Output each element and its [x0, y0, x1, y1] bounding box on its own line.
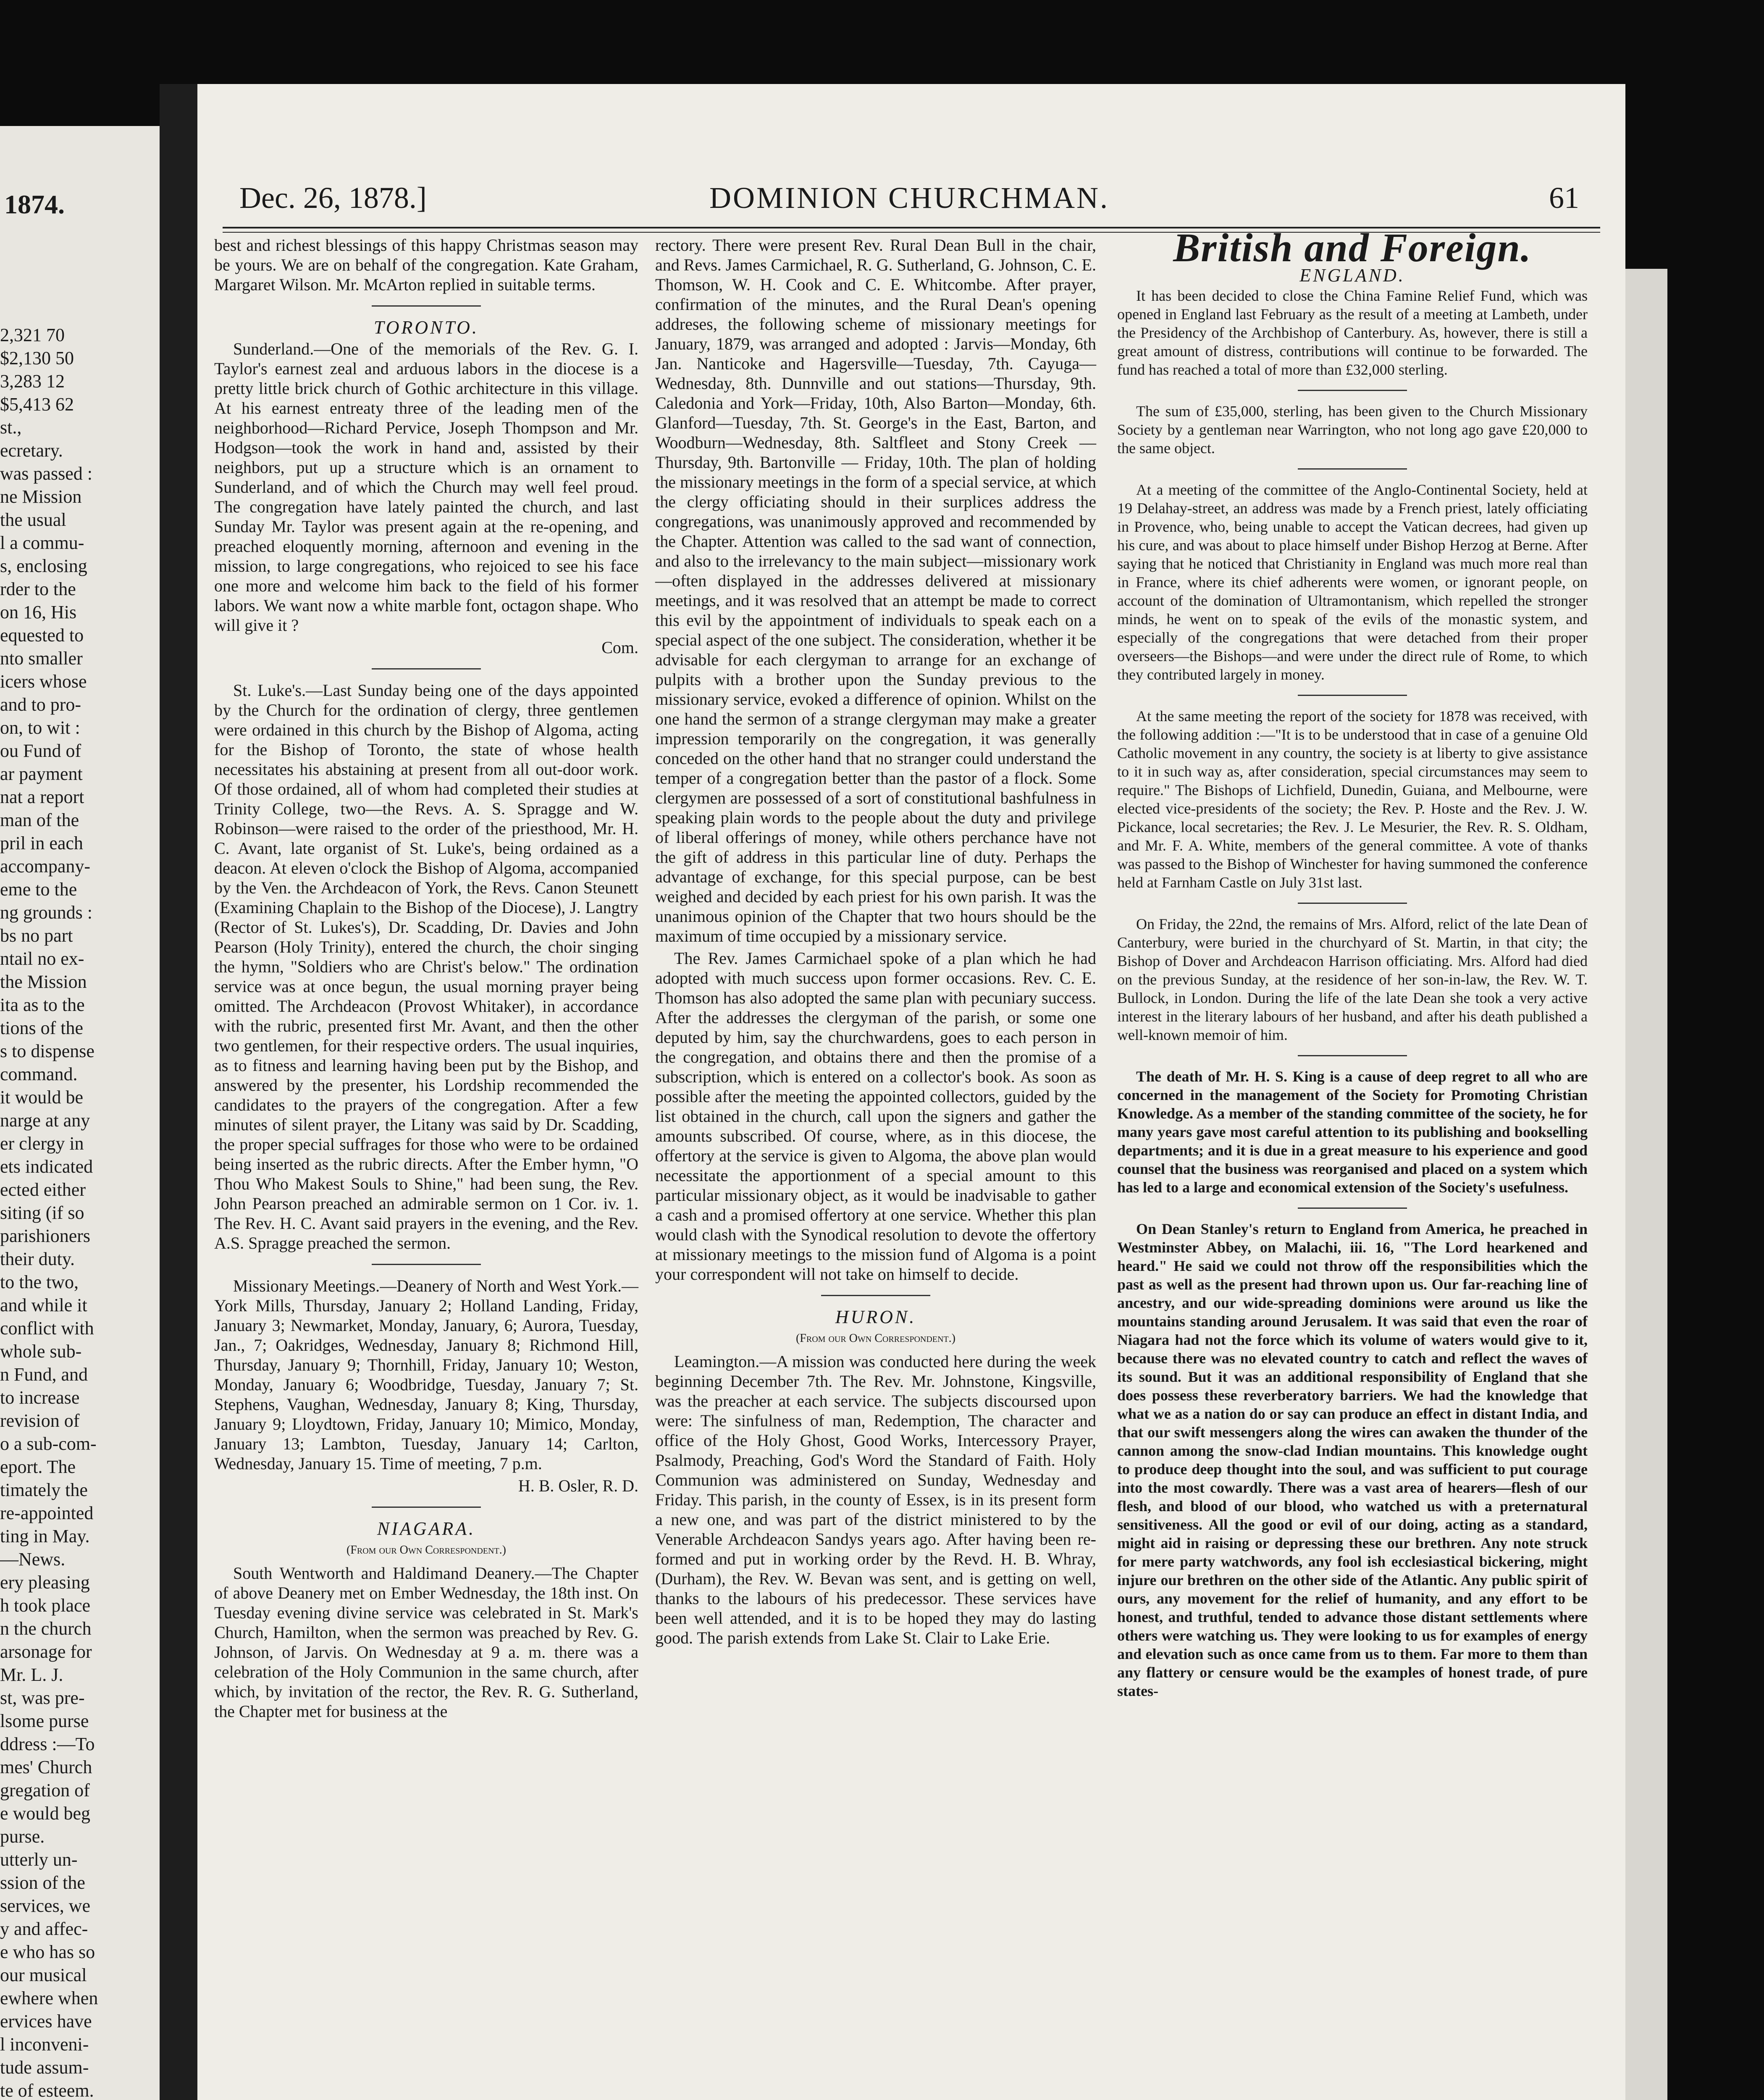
previous-page-line: st.,: [0, 417, 22, 438]
previous-page-line: s to dispense: [0, 1041, 94, 1061]
article-sunderland: Sunderland.—One of the memorials of the Rev. G. I. Taylor's earnest zeal and arduous labors in the diocese is a pretty little brick church of Gothic architecture in this village. At his earnest entreaty three of the leading men of the neighborhood—Richard Pervice, Joseph Thompson and Mr. Hodgson—took the work in hand and, assisted by their neighbors, put up a structure which is an ornament to Sunderland, and of which the Church may well feel proud. The congregation have lately painted the church, and last Sunday Mr. Taylor was present again at the re-opening, and preached eloquently morning, afternoon and evening in the mission, to large congregations, who rejoiced to see his face one more and welcome him back to the field of his former labors. We want now a white marble font, octagon shape. Who will give it ?: [214, 339, 638, 635]
previous-page-line: ting in May.: [0, 1526, 90, 1546]
previous-page-line: the usual: [0, 509, 66, 530]
previous-page-line: ar payment: [0, 764, 83, 784]
separator: [821, 1295, 930, 1296]
previous-page-line: l inconveni-: [0, 2034, 89, 2055]
separator: [1298, 1208, 1407, 1209]
previous-page-line: ected either: [0, 1179, 86, 1200]
separator: [372, 1507, 481, 1508]
separator: [1298, 695, 1407, 696]
previous-page-line: ery pleasing: [0, 1572, 90, 1593]
previous-page-line: parishioners: [0, 1226, 91, 1246]
previous-page-line: ddress :—To: [0, 1734, 95, 1754]
previous-page-line: purse.: [0, 1826, 45, 1847]
page-edge: [1625, 269, 1667, 2100]
previous-page-line: tions of the: [0, 1018, 83, 1038]
previous-page-line: ets indicated: [0, 1156, 93, 1177]
separator: [1298, 468, 1407, 470]
separator: [372, 668, 481, 669]
previous-page-line: —News.: [0, 1549, 66, 1570]
previous-page-line: it would be: [0, 1087, 83, 1108]
previous-page-line: Mr. L. J.: [0, 1664, 63, 1685]
separator: [1298, 903, 1407, 904]
previous-page-line: eport. The: [0, 1457, 76, 1477]
previous-page-line: whole sub-: [0, 1341, 82, 1362]
previous-page-line: e who has so: [0, 1942, 95, 1962]
previous-page-line: ntail no ex-: [0, 948, 84, 969]
separator: [372, 1264, 481, 1265]
column-1: [214, 235, 638, 1724]
previous-page-line: eme to the: [0, 879, 77, 900]
previous-page-line: rder to the: [0, 579, 76, 599]
previous-page-line: ssion of the: [0, 1872, 85, 1893]
previous-page-line: tude assum-: [0, 2057, 89, 2078]
previous-page-line: gregation of: [0, 1780, 90, 1801]
article-st-lukes: St. Luke's.—Last Sunday being one of the days appointed by the Church for the ordination of clergy, three gentlemen were ordained in this church by the Bishop of Algoma, acting for the Bishop of Toronto, the state of whose health necessitates his abstaining at present from all out-door work. Of those ordained, all of whom had completed their studies at Trinity College, two—the Revs. A. S. Spragge and W. Robinson—were raised to the order of the priesthood, Mr. H. C. Avant, late organist of St. Luke's, being ordained as a deacon. At eleven o'clock the Bishop of Algoma, accompanied by the Ven. the Archdeacon of York, the Revs. Canon Steunett (Examining Chaplain to the Bishop of the Diocese), J. Langtry (Rector of St. Lukes's), Dr. Scadding, Dr. Davies and John Pearson (Holy Trinity), entered the church, the choir singing the hymn, "Soldiers who are Christ's below." The ordination service was at once begun, the usual morning prayer being omitted. The Archdeacon (Provost Whitaker), in accordance with the rubric, presented first Mr. Avant, and then the other two gentlemen, for their respective orders. The usual inquiries, as to fitness and learning having been put by the Bishop, and answered by the presenter, his Lordship recommended the candidates to the prayers of the congregation. After a few minutes of silent prayer, the Litany was said by Dr. Scadding, the proper special suffrages for those who were to be ordained being inserted as the rubric directs. After the Ember hymn, "O Thou Who Makest Souls to Shine," had been sung, the Rev. John Pearson preached an admirable sermon on 1 Cor. iv. 1. The Rev. H. C. Avant said prayers in the evening, and the Rev. A.S. Spragge preached the sermon.: [214, 681, 638, 1252]
previous-page-runner: 1874.: [4, 189, 65, 219]
previous-page-line: arsonage for: [0, 1641, 92, 1662]
previous-page-fragment: [0, 126, 160, 2100]
separator: [1298, 390, 1407, 391]
previous-page-line: bs no part: [0, 925, 73, 946]
previous-page-line: 2,321 70: [0, 325, 65, 345]
previous-page-line: and to pro-: [0, 694, 81, 715]
section-heading-england: ENGLAND.: [1299, 265, 1405, 286]
previous-page-line: on 16, His: [0, 602, 77, 622]
section-heading-niagara: NIAGARA.: [377, 1518, 476, 1539]
article-leamington: Leamington.—A mission was conducted here during the week beginning December 7th. The Rev. Mr. Johnstone, Kingsville, was the preacher at each service. The subjects discoursed upon were: The sinfulness of man, Redemption, The character and office of the Holy Ghost, Good Works, Intercessory Prayer, Psalmody, Preaching, God's Word the Standard of Faith. Holy Communion was administered on Sunday, Wednesday and Friday. This parish, in the county of Essex, is in its present form a new one, and was part of the district ministered to by the Venerable Archdeacon Sandys years ago. After having been re-formed and put in working order by the Revd. H. B. Whray, (Durham), the Rev. W. Bevan was sent, and is getting on well, thanks to the labours of his predecessor. These services have been well attended, and it is to be hoped they may do lasting good. The parish extends from Lake St. Clair to Lake Erie.: [655, 1352, 1096, 1647]
previous-page-lines: [0, 323, 155, 2100]
newspaper-page: [197, 84, 1625, 2100]
header-date: Dec. 26, 1878.]: [239, 181, 427, 215]
column-2: [655, 235, 1096, 1650]
previous-page-line: siting (if so: [0, 1202, 84, 1223]
previous-page-line: ervices have: [0, 2011, 92, 2032]
previous-page-line: conflict with: [0, 1318, 94, 1339]
previous-page-line: icers whose: [0, 671, 87, 692]
previous-page-line: $5,413 62: [0, 394, 74, 415]
previous-page-line: and while it: [0, 1295, 87, 1315]
running-header: [239, 181, 1579, 227]
previous-page-line: our musical: [0, 1965, 87, 1985]
article-rectory: rectory. There were present Rev. Rural Dean Bull in the chair, and Revs. James Carmichael, R. G. Sutherland, G. Johnson, C. E. Thomson, W. H. Cook and C. E. Whitcombe. After prayer, confirmation of the minutes, and the Rural Dean's opening addreses, the following scheme of missionary meetings for January, 1879, was arranged and adopted : Jarvis—Monday, 6th Jan. Nanticoke and Hagersville—Tuesday, 7th. Cayuga—Wednesday, 8th. Dunnville and out stations—Thursday, 9th. Caledonia and York—Friday, 10th, Also Barton—Monday, 6th. Glanford—Tuesday, 7th. St. George's in the East, Barton, and Woodburn—Wednesday, 8th. Saltfleet and Stony Creek — Thursday, 9th. Bartonville — Friday, 10th. The plan of holding the missionary meetings in the form of a special service, at which the clergy officiating should in their surplices address the congregations, was unanimously approved and recommended by the Chapter. Attention was called to the sad want of connection, and also to the irrelevancy to the main subject—missionary work—often displayed in the addresses delivered at missionary meetings, and it was resolved that an attempt be made to correct this evil by the appointment of individuals to speak each on a special aspect of the one subject. The consideration, whether it be advisable for each clergyman to arrange for an exchange of pulpits with a brother upon the Sunday previous to the missionary service, evoked a difference of opinion. Whilst on the one hand the sermon of a strange clergyman may make a greater impression temporarily on the congregation, it was generally conceded on the other hand that no stranger could understand the temper of a congregation better than the pastor of a flock. Some clergymen are possessed of a sort of constitutional bashfulness in speaking plain words to the people about the duty and privilege of liberal offerings of money, while others perchance have not the gift of address in this particular line of duty. Perhaps the advantage of exchange, for this special purpose, can be best weighed and decided by each priest for his own parish. It was the unanimous opinion of the Chapter that two hours should be the maximum of time occupied by a missionary service.: [655, 236, 1096, 945]
previous-page-line: $2,130 50: [0, 348, 74, 368]
previous-page-line: the Mission: [0, 971, 87, 992]
previous-page-line: l a commu-: [0, 533, 84, 553]
previous-page-line: re-appointed: [0, 1503, 94, 1523]
section-heading-toronto: TORONTO.: [374, 317, 479, 338]
page-number: 61: [1549, 181, 1579, 215]
signature-com: Com.: [601, 638, 638, 657]
separator: [1298, 1055, 1407, 1056]
article-society-report: At the same meeting the report of the society for 1878 was received, with the following addition :—"It is to be understood that in case of a genuine Old Catholic movement in any country, the society is at liberty to give assistance to it in such way as, after consideration, special circumstances may seem to require." The Bishops of Lichfield, Dunedin, Guiana, and Melbourne, were elected vice-presidents of the society; the Rev. P. Hoste and the Rev. J. W. Pickance, local secretaries; the Rev. J. Le Mesurier, the Rev. R. S. Oldham, and Mr. F. A. White, members of the general committee. A vote of thanks was passed to the Bishop of Winchester for having summoned the conference held at Farnham Castle on July 31st last.: [1117, 708, 1588, 891]
previous-page-line: lsome purse: [0, 1711, 89, 1731]
article-hs-king: The death of Mr. H. S. King is a cause of deep regret to all who are concerned in the management of the Society for Promoting Christian Knowledge. As a member of the standing committee of the society, he for many years gave most careful attention to its publishing and bookselling departments; and it is due in a great measure to his experience and good counsel that the business was reorganised and placed on a system which has led to a large and economical extension of the Society's usefulness.: [1117, 1068, 1588, 1196]
previous-page-line: nto smaller: [0, 648, 83, 669]
masthead-title: DOMINION CHURCHMAN.: [709, 181, 1110, 215]
previous-page-line: ita as to the: [0, 995, 85, 1015]
article-cms-gift: The sum of £35,000, sterling, has been given to the Church Missionary Society by a gentleman near Warrington, who not long ago gave £20,000 to the same object.: [1117, 403, 1588, 457]
previous-page-line: 3,283 12: [0, 371, 65, 391]
article-niagara: South Wentworth and Haldimand Deanery.—The Chapter of above Deanery met on Ember Wednesday, the 18th inst. On Tuesday evening divine service was celebrated in St. Mark's Church, Hamilton, when the sermon was preached by Rev. G. Johnson, of Jarvis. On Wednesday at 9 a. m. there was a celebration of the Holy Communion in the same church, after which, by invitation of the rector, the Rev. R. G. Sutherland, the Chapter met for business at the: [214, 1564, 638, 1721]
correspondent-line: (From our Own Correspondent.): [346, 1544, 507, 1557]
previous-page-line: ecretary.: [0, 440, 63, 461]
previous-page-line: utterly un-: [0, 1849, 78, 1870]
previous-page-line: accompany-: [0, 856, 90, 877]
previous-page-line: ne Mission: [0, 486, 82, 507]
previous-page-line: equested to: [0, 625, 84, 646]
article-anglo-continental: At a meeting of the committee of the Anglo-Continental Society, held at 19 Delahay-street, an address was made by a French priest, lately officiating in Provence, who, being unable to accept the Vatican decrees, had given up his cure, and was about to place himself under Bishop Herzog at Berne. After saying that he noticed that Christianity in England was much more real than in France, where its chief adherents were women, or ignorant people, on account of the domination of Ultramontanism, which repelled the stronger minds, he went on to speak of the evils of the monastic system, and especially of the congregations that were detached from their proper overseers—the Bishops—and were under the direct rule of Rome, to which they contributed largely in money.: [1117, 481, 1588, 683]
article-carmichael: The Rev. James Carmichael spoke of a plan which he had adopted with much success upon former occasions. Rev. C. E. Thomson has also adopted the same plan with pecuniary success. After the addresses the clergyman of the parish, or some one deputed by him, say the churchwardens, goes to each person in the congregation, and obtains there and then the promise of a subscription, which is entered on a collector's book. As soon as possible after the meeting the appointed collectors, guided by the list obtained in the church, call upon the signers and gather the amounts subscribed. Of course, where, as in this diocese, the offertory at the service is given to Algoma, the above plan would necessitate the apportionment of a special amount to this particular missionary object, as it would be inadvisable to gather a cash and a promised offertory at one service. Whether this plan would clash with the Synodical resolution to devote the offertory at missionary meetings to the mission fund of Algoma is a point your correspondent will not take on himself to decide.: [655, 949, 1096, 1284]
previous-page-line: n the church: [0, 1618, 92, 1639]
correspondent-line: (From our Own Correspondent.): [795, 1332, 956, 1345]
previous-page-line: te of esteem.: [0, 2080, 94, 2100]
previous-page-line: er clergy in: [0, 1133, 84, 1154]
previous-page-line: man of the: [0, 810, 79, 830]
previous-page-line: h took place: [0, 1595, 91, 1616]
british-and-foreign-heading: British and Foreign.: [1173, 225, 1532, 270]
previous-page-line: mes' Church: [0, 1757, 92, 1777]
signature-osler: H. B. Osler, R. D.: [518, 1476, 638, 1495]
article-famine-fund: It has been decided to close the China Famine Relief Fund, which was opened in England last February as the result of a meeting at Lambeth, under the Presidency of the Archbishop of Canterbury. As, however, there is still a great amount of distress, contributions will continue to be forwarded. The fund has reached a total of more than £32,000 sterling.: [1117, 287, 1588, 378]
previous-page-line: ewhere when: [0, 1988, 98, 2008]
previous-page-line: timately the: [0, 1480, 88, 1500]
previous-page-line: e would beg: [0, 1803, 91, 1824]
previous-page-line: s, enclosing: [0, 556, 87, 576]
previous-page-line: was passed :: [0, 463, 92, 484]
intro-paragraph: best and richest blessings of this happy Christmas season may be yours. We are on behalf of the congregation. Kate Graham, Margaret Wilson. Mr. McArton replied in suitable terms.: [214, 236, 638, 294]
previous-page-line: nat a report: [0, 787, 84, 807]
previous-page-line: pril in each: [0, 833, 83, 853]
previous-page-line: ou Fund of: [0, 740, 81, 761]
separator: [372, 305, 481, 307]
previous-page-line: to increase: [0, 1387, 80, 1408]
previous-page-line: narge at any: [0, 1110, 90, 1131]
article-dean-stanley: On Dean Stanley's return to England from America, he preached in Westminster Abbey, on Malachi, iii. 16, "The Lord hearkened and heard." He said we could not throw off the responsibilities which the past as well as the present had thrown upon us. Our far-reaching line of ancestry, and our wide-spreading dominions were around us like the mountains standing around Jerusalem. It was said that even the roar of Niagara had not the force which its volume of waters would give to it, because there was no elevated country to catch and reflect the waves of its sound. But it was an additional responsibility of England that she does possess these reverberatory barriers. We had the knowledge that what we as a nation do or say can produce an effect in distant India, and that our swift messengers along the wires can awaken the thunder of the cannon among the snow-clad Indian mountains. This knowledge ought to produce deep thought into the soul, and was sufficient to put courage into the most cowardly. There was a vast area of hearers—flesh of our flesh, and blood of our blood, who watched us with a preternatural sensitiveness. All the good or evil of our doing, acting as a standard, might aid in raising or depressing these our brethren. Any note struck for mere party watchwords, any fool ish ecclesiastical bickering, might injure our brethren on the other side of the Atlantic. Any public spirit of ours, any movement for the relief of humanity, and any effort to be honest, and truthful, tended to advance those distant settlements where others were watching us. They were looking to us for examples of energy and elevation such as once came from us to them. Far more to them than any flattery or censure would be the examples of honest trade, of pure states-: [1117, 1221, 1588, 1699]
column-3: [1117, 225, 1588, 1703]
section-heading-huron: HURON.: [835, 1307, 916, 1327]
previous-page-line: on, to wit :: [0, 717, 80, 738]
previous-page-line: to the two,: [0, 1272, 79, 1292]
article-missionary-meetings: Missionary Meetings.—Deanery of North and West York.—York Mills, Thursday, January 2; Holland Landing, Friday, January 3; Newmarket, Monday, January, 6; Aurora, Tuesday, Jan., 7; Oakridges, Wednesday, January 8; Richmond Hill, Thursday, January 9; Thornhill, Friday, January 10; Weston, Monday, January 6; Woodbridge, Tuesday, January 7; St. Stephens, Vaughan, Wednesday, January 8; King, Thursday, January 9; Lloydtown, Friday, January 10; Mimico, Monday, January 13; Lambton, Tuesday, January 14; Carlton, Wednesday, January 15. Time of meeting, 7 p.m.: [214, 1276, 638, 1473]
previous-page-line: o a sub-com-: [0, 1433, 97, 1454]
previous-page-line: y and affec-: [0, 1919, 88, 1939]
previous-page-line: n Fund, and: [0, 1364, 88, 1385]
article-mrs-alford: On Friday, the 22nd, the remains of Mrs. Alford, relict of the late Dean of Canterbury, were buried in the churchyard of St. Martin, in that city; the Bishop of Dover and Archdeacon Harrison officiating. Mrs. Alford had died on the previous Sunday, at the residence of her son-in-law, the Rev. W. T. Bullock, in London. During the life of the late Dean she took a very active interest in the literary labours of her husband, and after his death published a well-known memoir of him.: [1117, 916, 1588, 1043]
previous-page-line: command.: [0, 1064, 78, 1084]
previous-page-line: st, was pre-: [0, 1688, 85, 1708]
previous-page-line: ng grounds :: [0, 902, 92, 923]
previous-page-line: services, we: [0, 1895, 91, 1916]
previous-page-line: their duty.: [0, 1249, 75, 1269]
previous-page-line: revision of: [0, 1410, 80, 1431]
